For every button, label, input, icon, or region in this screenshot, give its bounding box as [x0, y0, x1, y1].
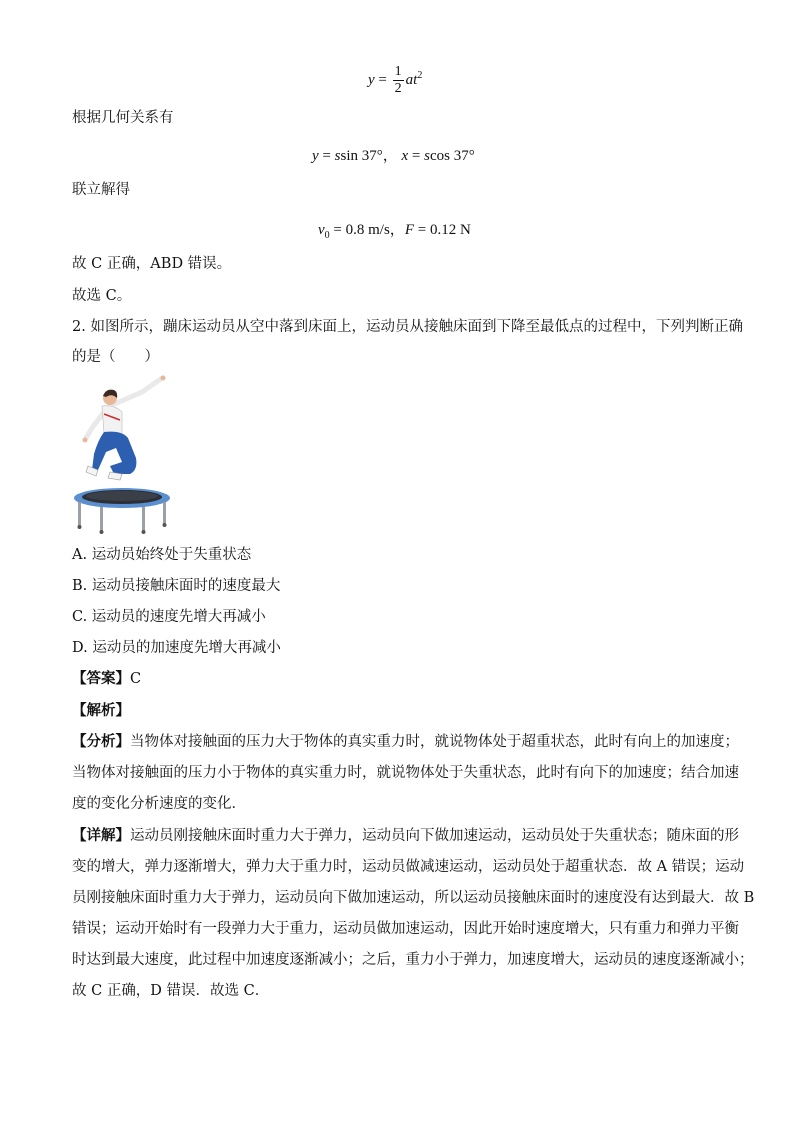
- jumper-right-arm: [110, 378, 162, 406]
- eq3-force-value: = 0.12 N: [413, 222, 471, 238]
- text-choice: 故选 C。: [72, 288, 132, 304]
- eq-denominator: 2: [394, 81, 402, 96]
- eq2-var-x: x: [401, 148, 409, 164]
- eq-equals: =: [374, 71, 391, 88]
- detail-line3: 员刚接触床面时重力大于弹力，运动员向下做加速运动，所以运动员接触床面时的速度没有达到最大．故 B: [72, 890, 755, 906]
- eq-exponent: 2: [417, 69, 423, 81]
- detail-line6: 故 C 正确，D 错误．故选 C．: [72, 983, 270, 999]
- eq3-subscript: 0: [324, 230, 330, 241]
- detail-tag: 【详解】: [72, 827, 130, 844]
- eq2-sin-term: sin 37°，: [340, 148, 398, 164]
- trampoline-foot-3: [142, 530, 146, 534]
- eq2-var-s-2: s: [424, 148, 430, 164]
- eq2-var-s-1: s: [334, 148, 341, 164]
- detail-text-1: 运动员刚接触床面时重力大于弹力，运动员向下做加速运动，运动员处于失重状态；随床面的形: [130, 828, 739, 844]
- detail-line5: 时达到最大速度，此过程中加速度逐渐减小；之后，重力小于弹力，加速度增大，运动员的速度逐渐减小；: [72, 952, 754, 968]
- trampoline-foot-2: [100, 530, 104, 534]
- question-stem-line2: 的是（ ）: [72, 349, 159, 365]
- option-b: B. 运动员接触床面时的速度最大: [72, 578, 281, 594]
- analysis-line3: 度的变化分析速度的变化．: [72, 796, 246, 812]
- eq3-var-f: F: [404, 222, 414, 238]
- jumper-jacket: [102, 406, 122, 436]
- jumper-left-hand: [83, 438, 88, 443]
- trampoline-leg-2: [100, 507, 103, 531]
- analysis-line2: 当物体对接触面的压力小于物体的真实重力时，就说物体处于失重状态，此时有向下的加速度；结合加速: [72, 765, 739, 781]
- eq2-cos-term: cos 37°: [429, 148, 475, 164]
- eq2-var-y: y: [312, 148, 319, 164]
- option-d: D. 运动员的加速度先增大再减小: [72, 640, 281, 656]
- question-stem-line1: 2. 如图所示，蹦床运动员从空中落到床面上，运动员从接触床面到下降至最低点的过程中，下列判断正确: [72, 319, 743, 335]
- detail-line2: 变的增大，弹力逐渐增大，弹力大于重力时，运动员做减速运动，运动员处于超重状态．故 A 错误；运动: [72, 859, 745, 875]
- eq-numerator: 1: [394, 64, 402, 79]
- eq2-equals-2: =: [408, 148, 425, 164]
- text-conclusion: 故 C 正确，ABD 错误。: [72, 256, 232, 272]
- analysis-tag: 【解析】: [72, 702, 130, 719]
- answer-value: C: [130, 671, 142, 687]
- eq3-velocity-value: = 0.8 m/s，: [329, 222, 405, 238]
- detail-line4: 错误；运动开始时有一段弹力大于重力，运动员做加速运动，因此开始时速度增大，只有重力和弹力平衡: [72, 921, 739, 937]
- trampoline-jumper-figure: [70, 374, 174, 534]
- answer-tag: 【答案】: [72, 670, 130, 687]
- equation-displacement: [368, 64, 422, 97]
- eq2-equals-1: =: [318, 148, 335, 164]
- option-a: A. 运动员始终处于失重状态: [72, 547, 252, 563]
- eq-at: at: [405, 71, 418, 88]
- detail-line1: [72, 826, 739, 846]
- equation-geometry: [312, 144, 475, 165]
- jumper-left-arm: [86, 412, 104, 438]
- trampoline-foot-1: [78, 525, 82, 529]
- analysis-line1: [72, 732, 739, 752]
- trampoline-foot-4: [163, 523, 167, 527]
- eq-fraction: [393, 64, 404, 97]
- text-solve: 联立解得: [72, 182, 130, 198]
- trampoline-leg-4: [163, 502, 166, 524]
- eq-var-y: y: [368, 71, 375, 88]
- analysis-subtag: 【分析】: [72, 733, 130, 750]
- jumper-pants: [92, 432, 136, 474]
- eq3-var-v: v: [318, 222, 325, 238]
- trampoline-leg-1: [78, 502, 81, 526]
- analysis-text-1: 当物体对接触面的压力大于物体的真实重力时，就说物体处于超重状态，此时有向上的加速度；: [130, 734, 739, 750]
- answer-line: [72, 669, 141, 689]
- option-c: C. 运动员的速度先增大再减小: [72, 609, 266, 625]
- trampoline-mat-highlight: [86, 491, 158, 501]
- equation-result: [318, 218, 471, 241]
- jumper-right-hand: [161, 376, 166, 381]
- text-geometry: 根据几何关系有: [72, 110, 174, 126]
- trampoline-leg-3: [142, 507, 145, 531]
